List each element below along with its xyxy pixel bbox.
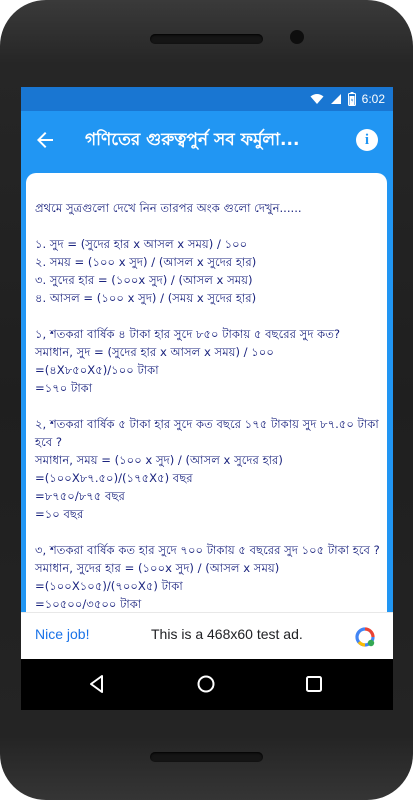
text-line: =১০ বছর <box>35 507 84 521</box>
status-bar <box>21 87 393 111</box>
nav-home-icon[interactable] <box>196 674 216 694</box>
status-icons <box>310 90 385 108</box>
wifi-icon <box>310 93 324 105</box>
bottom-speaker <box>150 752 263 762</box>
earpiece-speaker <box>150 34 263 44</box>
text-line: সমাধান, সুদ = (সুদের হার x আসল x সময়) / ১০০ <box>35 345 274 359</box>
text-line: ২, শতকরা বার্ষিক ৫ টাকা হার সুদে কত বছরে ১৭৫ টাকায় সুদ ৮৭.৫০ টাকা হবে ? <box>35 417 379 449</box>
arrow-back-icon[interactable] <box>33 128 57 152</box>
clock: 6:02 <box>361 92 385 106</box>
text-line: =(১০০X৮৭.৫০)/(১৭৫X৫) বছর <box>35 471 193 485</box>
nav-back-icon[interactable] <box>87 674 107 694</box>
line-spacer <box>35 307 385 325</box>
text-line: সমাধান, সুদের হার = (১০০x সুদ) / (আসল x সময়) <box>35 561 280 575</box>
line-spacer <box>35 217 385 235</box>
nav-recents-icon[interactable] <box>305 675 323 693</box>
formula-text <box>35 199 385 613</box>
ad-banner[interactable] <box>21 612 393 659</box>
content-area[interactable] <box>21 169 393 612</box>
text-line: প্রথমে সুত্রগুলো দেখে নিন তারপর অংক গুলো দেখুন...... <box>35 201 302 215</box>
text-line: =(৪X৮৫০X৫)/১০০ টাকা <box>35 363 159 377</box>
formula-card <box>26 173 387 633</box>
text-line: ৪. আসল = (১০০ x সুদ) / (সময় x সুদের হার) <box>35 291 257 305</box>
text-line: =১৭০ টাকা <box>35 381 93 395</box>
ad-logo-icon[interactable] <box>354 626 376 648</box>
signal-icon <box>330 93 342 105</box>
line-spacer <box>35 523 385 541</box>
ad-label[interactable]: Nice job! <box>35 626 90 642</box>
front-camera <box>290 30 304 44</box>
text-line: ১. সুদ = (সুদের হার x আসল x সময়) / ১০০ <box>35 237 248 251</box>
text-line: ২. সময় = (১০০ x সুদ) / (আসল x সুদের হার) <box>35 255 257 269</box>
system-nav-bar <box>21 659 393 710</box>
page-title: গণিতের গুরুত্বপুর্ন সব ফর্মুলা... <box>85 130 300 150</box>
text-line: =৮৭৫০/৮৭৫ বছর <box>35 489 125 503</box>
info-icon[interactable]: i <box>356 129 378 151</box>
text-line: সমাধান, সময় = (১০০ x সুদ) / (আসল x সুদের হার) <box>35 453 283 467</box>
text-line: =১০৫০০/৩৫০০ টাকা <box>35 597 142 611</box>
battery-icon <box>348 92 356 106</box>
app-bar <box>21 111 393 169</box>
line-spacer <box>35 397 385 415</box>
ad-text[interactable]: This is a 468x60 test ad. <box>151 626 303 642</box>
text-line: ৩, শতকরা বার্ষিক কত হার সুদে ৭০০ টাকায় ৫ বছরের সুদ ১০৫ টাকা হবে ? <box>35 543 380 557</box>
text-line: ৩. সুদের হার = (১০০x সুদ) / (আসল x সময়) <box>35 273 253 287</box>
screen <box>21 87 393 710</box>
text-line: ১, শতকরা বার্ষিক ৪ টাকা হার সুদে ৮৫০ টাকায় ৫ বছরের সুদ কত? <box>35 327 341 341</box>
text-line: =(১০০X১০৫)/(৭০০X৫) টাকা <box>35 579 183 593</box>
